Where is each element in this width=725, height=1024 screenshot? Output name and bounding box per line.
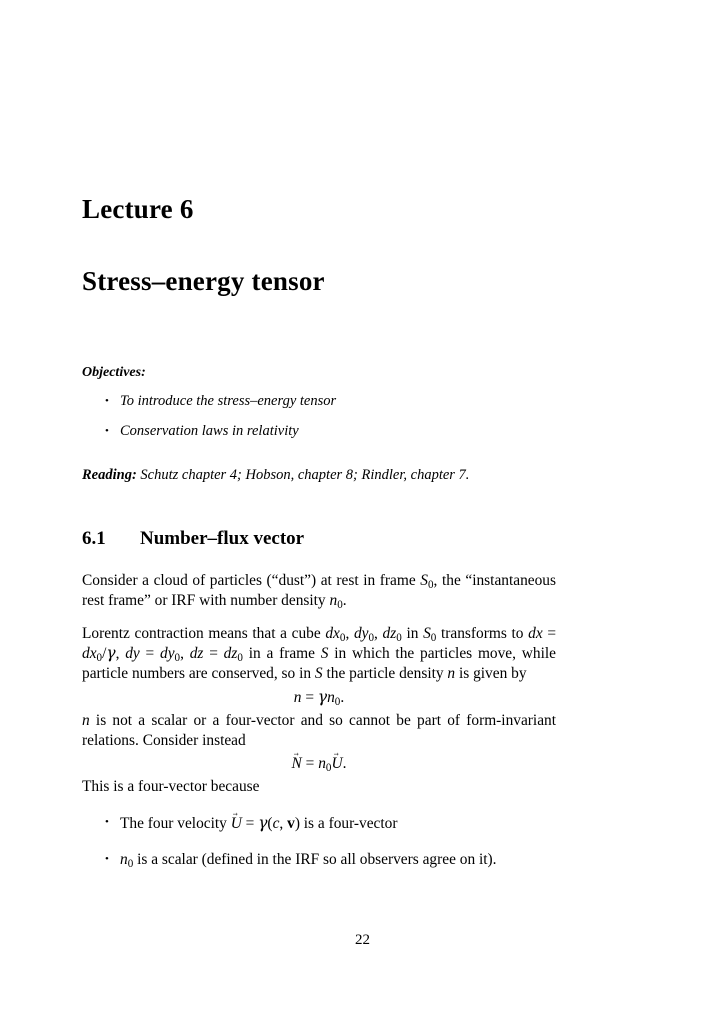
list-item (82, 394, 556, 409)
reading-label: Reading: (82, 467, 137, 483)
list-item (82, 851, 556, 869)
spacer (82, 337, 556, 365)
spacer (82, 295, 556, 337)
reading-text: Schutz chapter 4; Hobson, chapter 8; Rindler, chapter 7. (140, 467, 470, 483)
paragraph-dust-definition: Consider a cloud of particles (“dust”) at rest in frame $S_0$, the “instantaneous rest frame” or IRF with number density $n_0$. (82, 572, 556, 612)
spacer (82, 453, 556, 467)
reading-line (82, 467, 556, 484)
paragraph-lorentz-contraction: Lorentz contraction means that a cube $dx_0$, $dy_0$, $dz_0$ in $S_0$ transforms to dx = $dx_0/\gamma$, dy = $dy_0$, dz = $dz_0$ in a frame S in which the particles move, while particle numbers are conserved, so in S the particle density n is given by (82, 625, 557, 682)
list-item (82, 424, 556, 439)
reason-text-scalar-density: $n_0$ is a scalar (defined in the IRF so all observers agree on it). (120, 850, 497, 870)
chapter-label: Lecture 6 (82, 194, 194, 224)
paragraph-four-vector-because: This is a four-vector because (82, 778, 260, 796)
spacer (82, 484, 556, 515)
bullet-icon: • (105, 395, 109, 407)
section-title: Number–flux vector (140, 528, 305, 550)
page-number: 22 (355, 932, 370, 948)
page-content (82, 196, 556, 886)
spacer (82, 611, 556, 624)
bullet-icon: • (105, 424, 109, 437)
spacer (82, 515, 556, 529)
objectives-label: Objectives: (82, 365, 146, 380)
equation-number-flux-vector: N → = $n_0U$ →. (82, 755, 556, 773)
reason-text-four-velocity: The four velocity U → = γ(c, v) is a four-vector (120, 815, 398, 832)
spacer (82, 550, 556, 571)
objectives-list (82, 394, 556, 438)
bullet-icon: • (105, 852, 109, 865)
section-heading (82, 529, 556, 550)
paragraph-not-a-scalar: n is not a scalar or a four-vector and so cannot be part of form-invariant relations. Consider instead (82, 712, 556, 749)
page-title: Stress–energy tensor (82, 266, 325, 296)
list-item (82, 814, 556, 833)
bullet-icon: • (105, 816, 109, 829)
equation-number-density: $n = \gamma n_0$. (293, 687, 345, 708)
reasons-list (82, 814, 556, 869)
objective-text: To introduce the stress–energy tensor (120, 393, 337, 409)
section-number: 6.1 (82, 528, 106, 550)
objective-text: Conservation laws in relativity (120, 422, 299, 439)
